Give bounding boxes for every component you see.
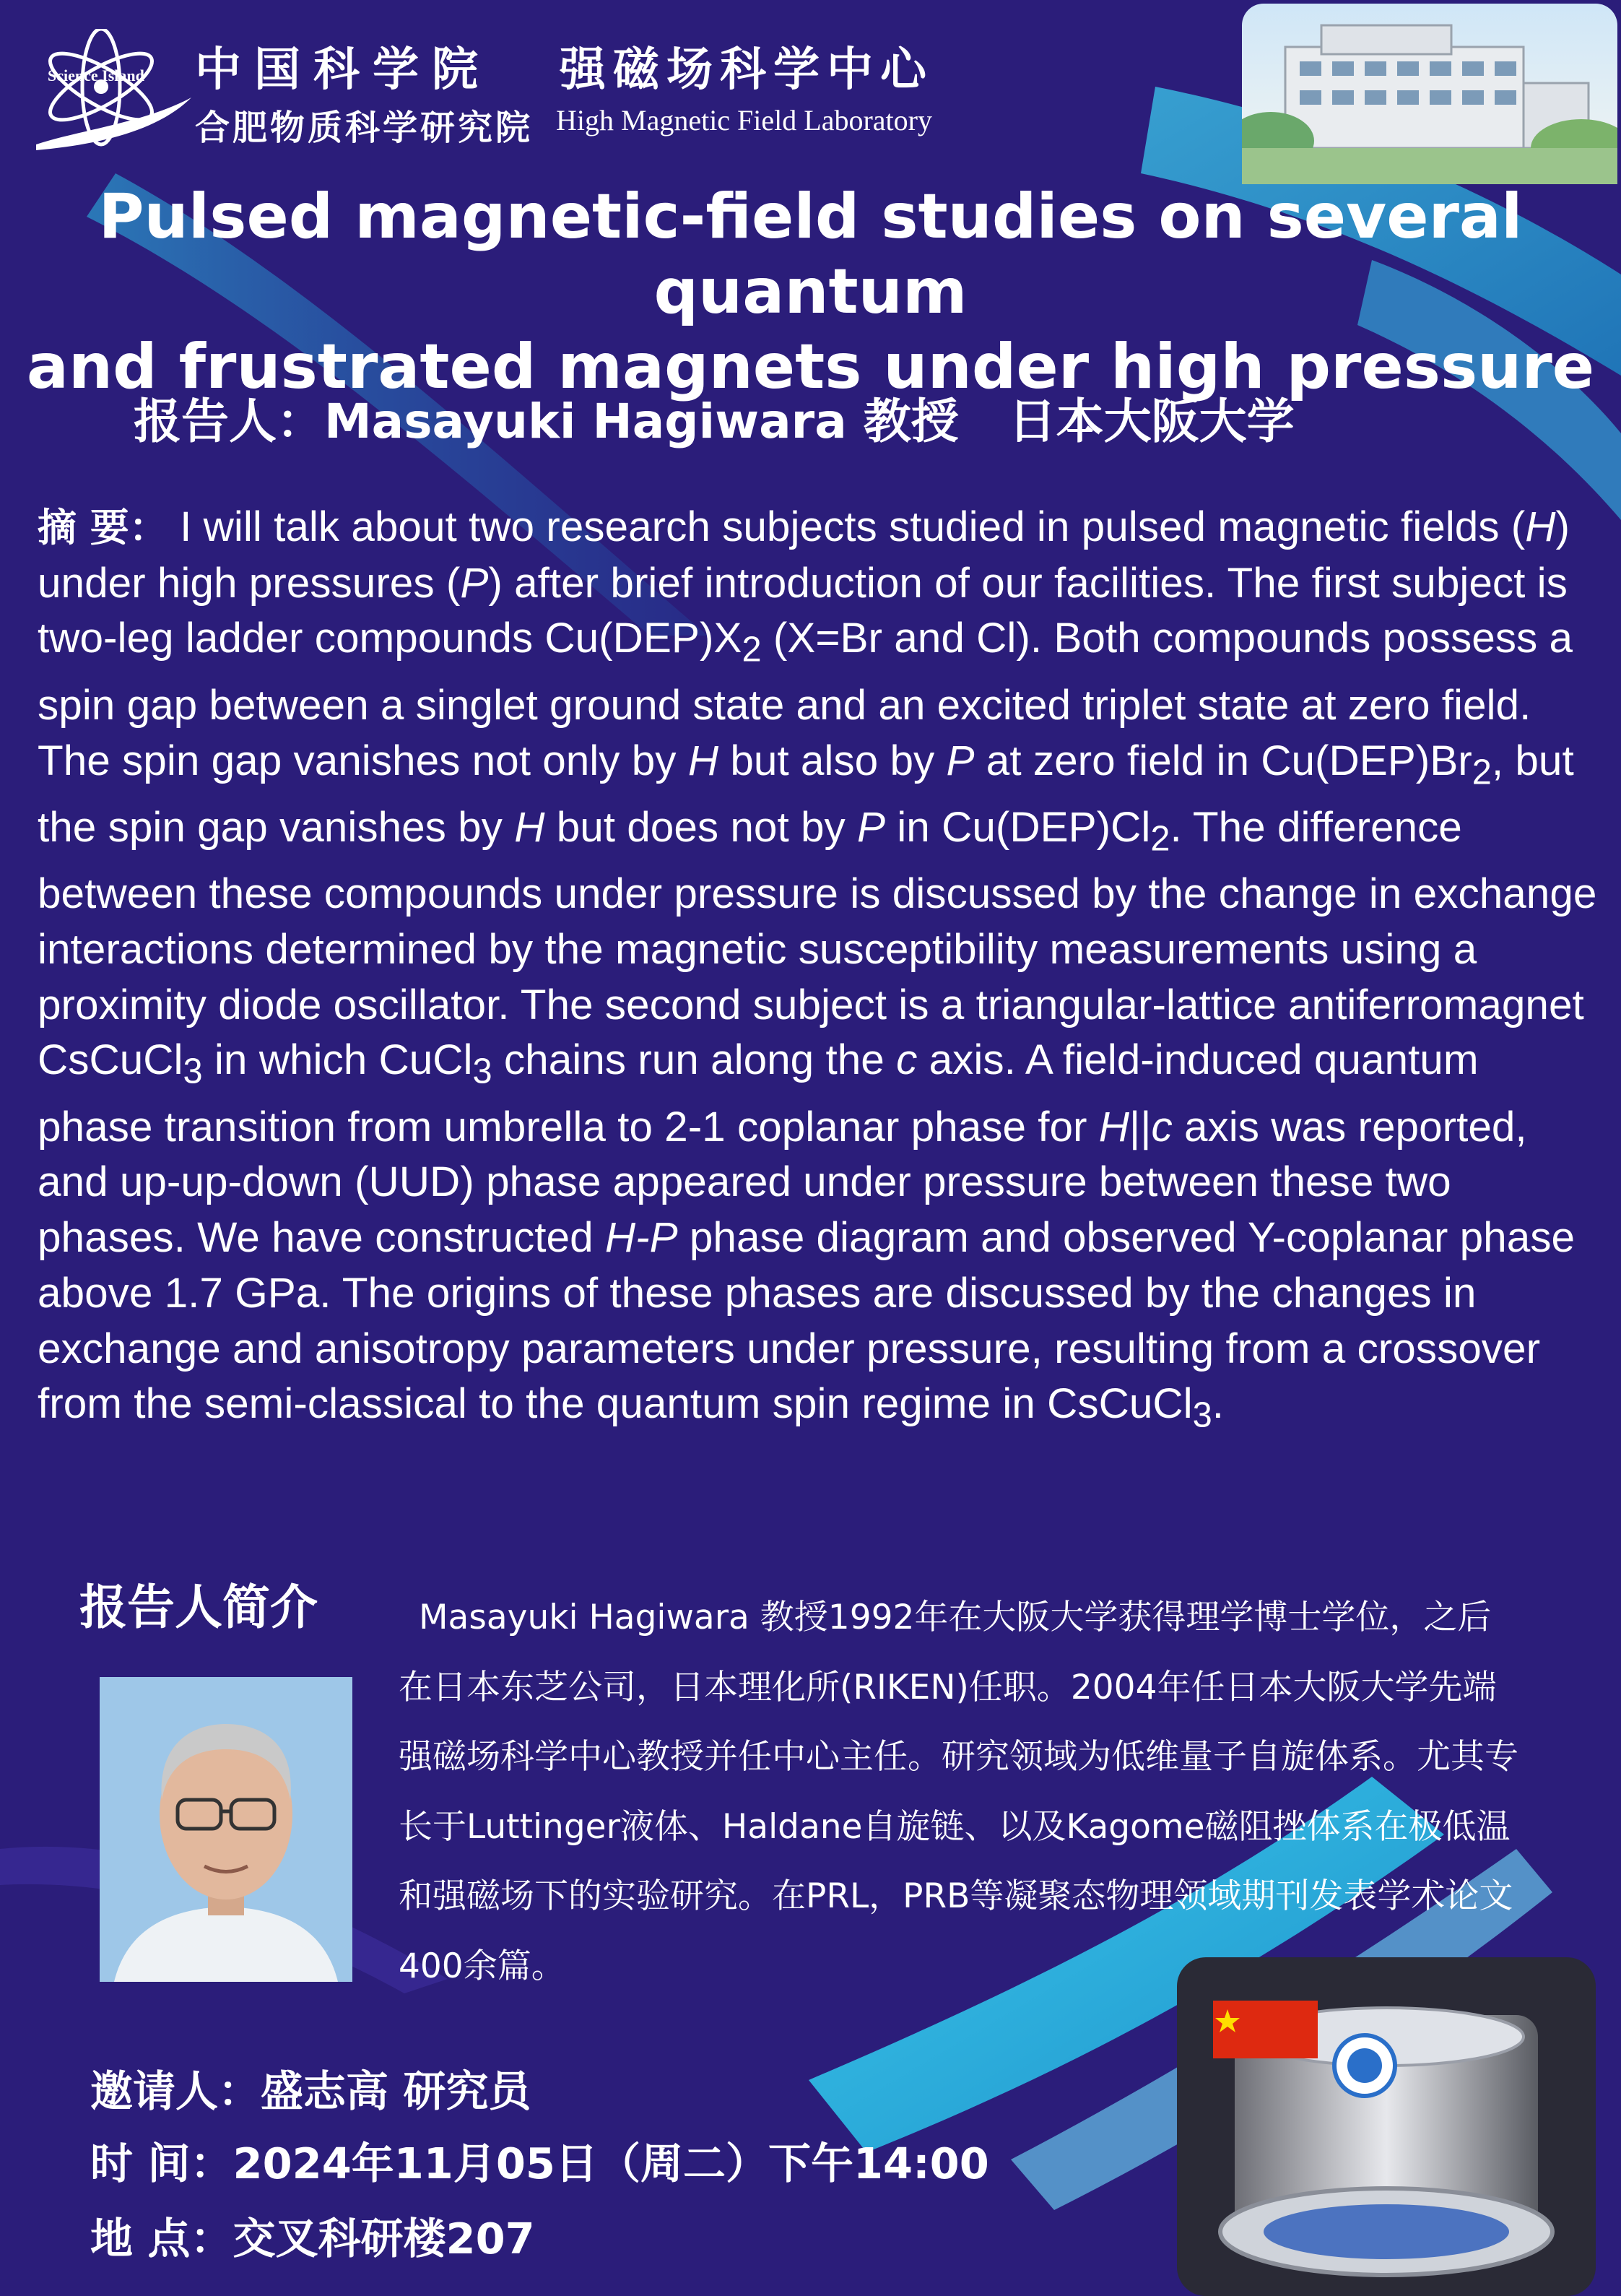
speaker-prefix: 报告人： [134,394,324,449]
speaker-photo-icon [100,1677,352,1982]
china-flag-icon [1213,2001,1318,2058]
talk-title [0,179,1621,404]
time-label: 时 间： [90,2139,233,2188]
bio-text: Masayuki Hagiwara 教授1992年在大阪大学获得理学博士学位，之后在日本东芝公司，日本理化所(RIKEN)任职。2004年任日本大阪大学先端强磁场科学中心教授并任中心主任。研究领域为低维量子自旋体系。尤其专长于Luttinger液体、Haldane自旋链、以及Kagome磁阻挫体系在极低温和强磁场下的实验研究。在PRL，PRB等凝聚态物理领域期刊发表学术论文400余篇。 [399,1598,1518,1986]
title-line-2: and frustrated magnets under high pressure [26,331,1595,403]
lab-name-cn: 强磁场科学中心 [560,43,934,97]
magnet-facility-image-icon [1155,1936,1603,2296]
logo-badge-text: Science Island [48,66,144,85]
time-value: 2024年11月05日（周二）下午14:00 [232,2139,989,2188]
place-line [90,2204,535,2266]
speaker-rank: 教授 [863,394,959,449]
speaker-line [134,383,1295,451]
building-image-icon [1242,4,1617,184]
host-label: 邀请人： [90,2066,261,2116]
speaker-name: Masayuki Hagiwara [324,394,847,449]
abstract: 摘 要： I will talk about two research subjects studied in pulsed magnetic fields (H) under high pressures (P) after brief introduction of our facilities. The first subject is two-leg ladder compounds $Cu(DEP)X_2$ (X=Br and Cl). Both compounds possess a spin gap between a singlet ground state and an excited triplet state at zero field. The spin gap vanishes not only by H but also by P at zero field in $Cu(DEP)Br_2$, but the spin gap vanishes by H but does not by P in $Cu(DEP)Cl_2$. The difference between these compounds under pressure is discussed by the change in exchange interactions determined by the magnetic susceptibility measurements using a proximity diode oscillator. The second subject is a triangular-lattice antiferromagnet CsCuCl$_3$ in which CuCl$_3$ chains run along the c axis. A field-induced quantum phase transition from umbrella to 2-1 coplanar phase for H||c axis was reported, and up-up-down (UUD) phase appeared under pressure between these two phases. We have constructed H-P phase diagram and observed Y-coplanar phase above 1.7 GPa. The origins of these phases are discussed by the changes in exchange and anisotropy parameters under pressure, resulting from a crossover from the semi-classical to the quantum spin regime in CsCuCl$_3$. [38,503,1597,1435]
place-value: 交叉科研楼207 [232,2214,535,2263]
abstract-label: 摘 要： [38,505,168,550]
org-name-cn: 中国科学院 [195,43,491,97]
host-line [90,2057,531,2118]
speaker-affiliation: 日本大阪大学 [1008,394,1295,449]
host-value: 盛志高 研究员 [261,2066,531,2116]
bio-heading: 报告人简介 [79,1580,318,1635]
title-line-1: Pulsed magnetic-field studies on several quantum [98,181,1523,328]
science-island-logo-icon [29,29,195,152]
time-line [90,2129,989,2191]
lab-name-en: High Magnetic Field Laboratory [556,104,932,137]
institute-name-cn: 合肥物质科学研究院 [195,108,534,148]
place-label: 地 点： [90,2214,233,2263]
